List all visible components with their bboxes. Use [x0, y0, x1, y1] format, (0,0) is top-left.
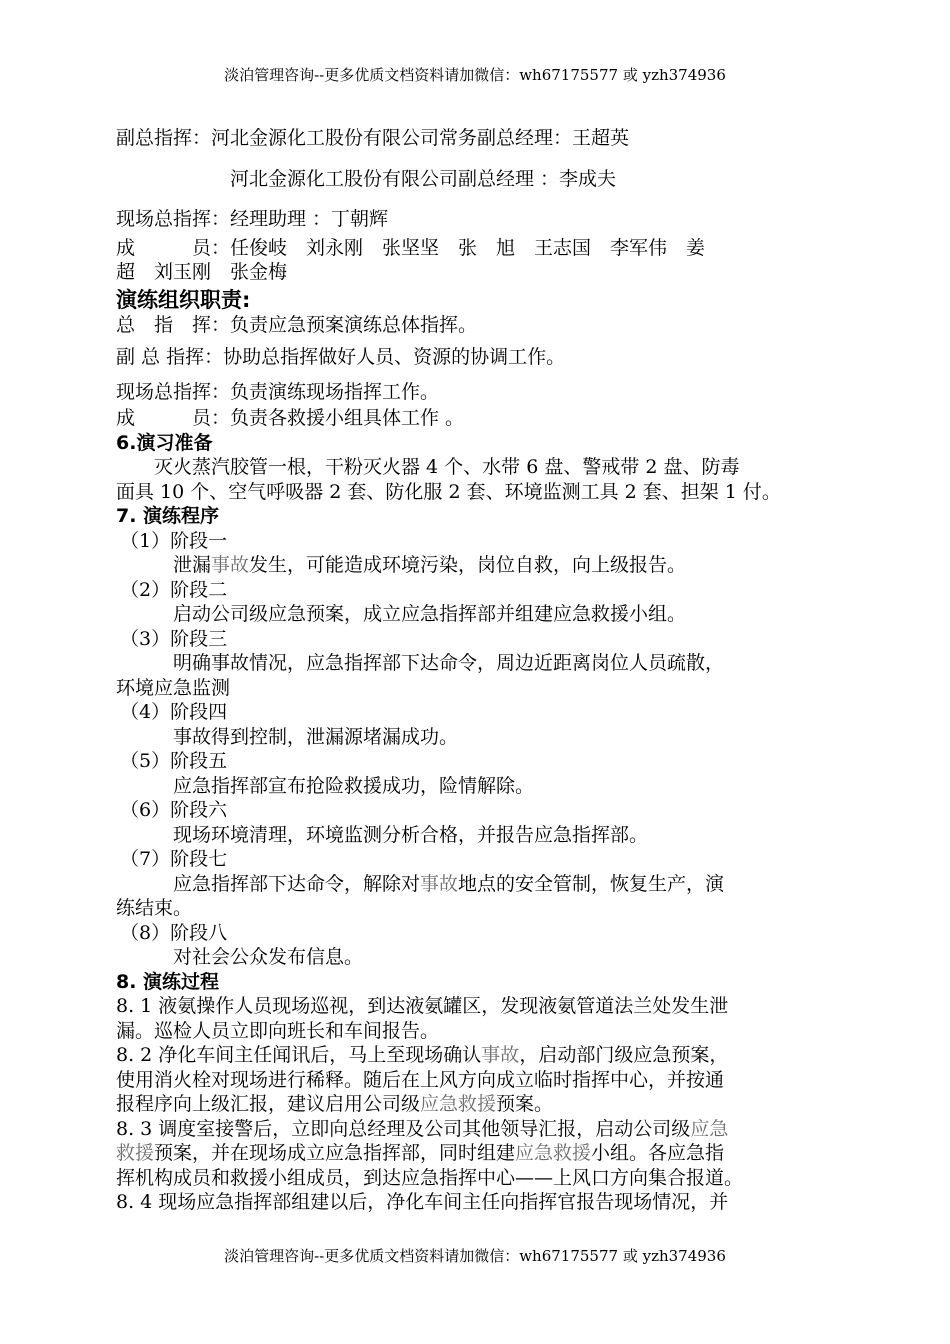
page-footer: 淡泊管理咨询--更多优质文档资料请加微信：wh67175577 或 yzh374936 [224, 1247, 726, 1265]
duty-site: 现场总指挥：负责演练现场指挥工作。 [116, 380, 440, 403]
duty-members: 成 员：负责各救援小组具体工作 。 [116, 407, 465, 429]
page-header: 淡泊管理咨询--更多优质文档资料请加微信：wh67175577 或 yzh374936 [224, 66, 726, 84]
process-8-3-line-3: 挥机构成员和救援小组成员，到达应急指挥中心——上风口方向集合报道。 [116, 1166, 744, 1189]
stage-3-text: 明确事故情况，应急指挥部下达命令，周边近距离岗位人员疏散， [173, 652, 725, 674]
section-7-heading: 7. 演练程序 [116, 505, 220, 527]
section-6-heading: 6.演习准备 [116, 431, 213, 454]
stage-1-text: 泄漏事故发生，可能造成环境污染，岗位自救，向上级报告。 [173, 554, 687, 576]
process-8-4-line-1: 8. 4 现场应急指挥部组建以后，净化车间主任向指挥官报告现场情况，并 [116, 1191, 729, 1213]
stage-7-continuation: 练结束。 [116, 897, 193, 919]
duty-chief: 总 指 挥：负责应急预案演练总体指挥。 [116, 313, 478, 336]
members-line-1: 成 员：任俊岐 刘永刚 张坚坚 张 旭 王志国 李军伟 姜 [116, 236, 706, 259]
stage-8-text: 对社会公众发布信息。 [173, 946, 364, 968]
stage-3-label: （3）阶段三 [120, 627, 228, 650]
stage-7-text: 应急指挥部下达命令，解除对事故地点的安全管制，恢复生产，演 [173, 872, 725, 895]
members-line-2: 超 刘玉刚 张金梅 [116, 261, 288, 283]
section-6-line-2: 面具 10 个、空气呼吸器 2 套、防化服 2 套、环境监测工具 2 套、担架 1 付。 [116, 480, 781, 503]
stage-6-text: 现场环境清理，环境监测分析合格，并报告应急指挥部。 [173, 823, 649, 846]
process-8-2-line-3: 报程序向上级汇报，建议启用公司级应急救援预案。 [116, 1093, 554, 1115]
stage-8-label: （8）阶段八 [120, 921, 228, 944]
process-8-3-line-2: 救援预案，并在现场成立应急指挥部，同时组建应急救援小组。各应急指 [116, 1142, 725, 1164]
deputy-commander-line-2: 河北金源化工股份有限公司副总经理 ：李成夫 [230, 167, 617, 190]
stage-2-label: （2）阶段二 [120, 578, 228, 601]
stage-4-label: （4）阶段四 [120, 701, 228, 723]
site-commander-line: 现场总指挥：经理助理 ：丁朝辉 [116, 208, 389, 230]
process-8-2-line-2: 使用消火栓对现场进行稀释。随后在上风方向成立临时指挥中心，并按通 [116, 1068, 725, 1091]
process-8-1-line-2: 漏。巡检人员立即向班长和车间报告。 [116, 1019, 440, 1042]
process-8-3-line-1: 8. 3 调度室接警后，立即向总经理及公司其他领导汇报，启动公司级应急 [116, 1117, 729, 1140]
stage-7-label: （7）阶段七 [120, 848, 228, 870]
deputy-commander-line-1: 副总指挥：河北金源化工股份有限公司常务副总经理：王超英 [116, 127, 630, 149]
stage-4-text: 事故得到控制，泄漏源堵漏成功。 [173, 725, 459, 748]
stage-3-continuation: 环境应急监测 [116, 676, 231, 699]
stage-5-text: 应急指挥部宣布抢险救援成功，险情解除。 [173, 774, 535, 797]
stage-2-text: 启动公司级应急预案，成立应急指挥部并组建应急救援小组。 [173, 603, 687, 625]
section-6-line-1: 灭火蒸汽胶管一根，干粉灭火器 4 个、水带 6 盘、警戒带 2 盘、防毒 [154, 456, 740, 478]
stage-1-label: （1）阶段一 [120, 529, 228, 552]
section-8-heading: 8. 演练过程 [116, 970, 220, 993]
stage-6-label: （6）阶段六 [120, 799, 228, 821]
duty-deputy: 副 总 指挥：协助总指挥做好人员、资源的协调工作。 [116, 346, 566, 368]
stage-5-label: （5）阶段五 [120, 750, 228, 772]
process-8-2-line-1: 8. 2 净化车间主任闻讯后，马上至现场确认事故，启动部门级应急预案， [116, 1044, 729, 1066]
duties-heading: 演练组织职责: [116, 287, 251, 312]
process-8-1-line-1: 8. 1 液氨操作人员现场巡视，到达液氨罐区，发现液氨管道法兰处发生泄 [116, 995, 729, 1017]
document-body [116, 126, 836, 1215]
